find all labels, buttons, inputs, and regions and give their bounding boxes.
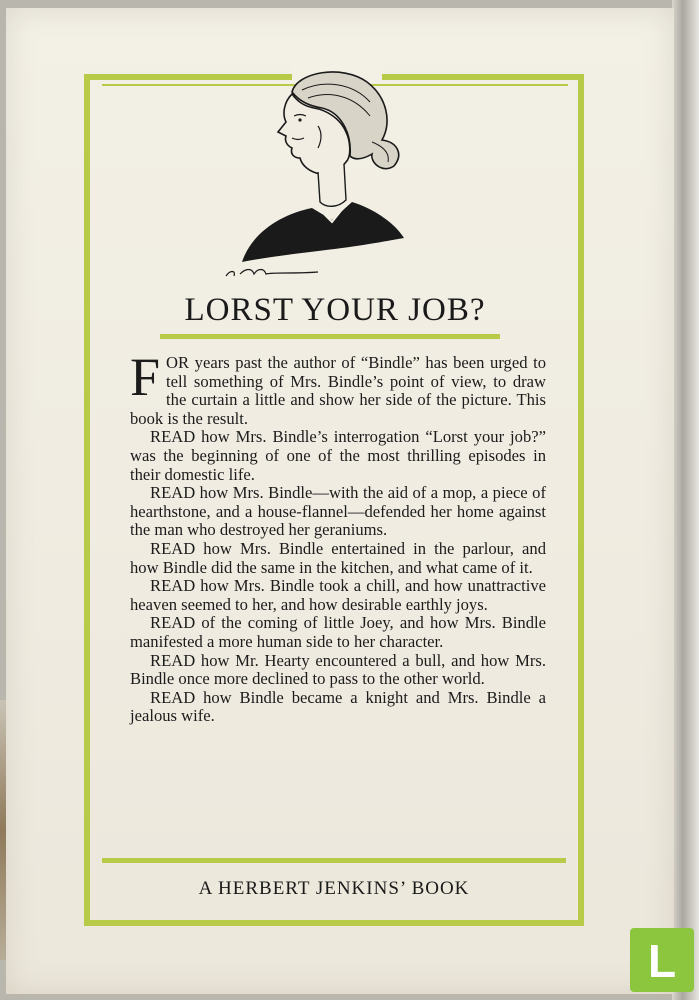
drop-cap: F — [130, 347, 161, 407]
blurb-text — [130, 347, 546, 726]
read-paragraph: READ of the coming of little Joey, and how Mrs. Bindle manifested a more human side to her character. — [130, 613, 546, 651]
portrait-illustration — [222, 62, 422, 284]
read-paragraph: READ how Mrs. Bindle took a chill, and how unattractive heaven seemed to her, and how desirable earthly joys. — [130, 576, 546, 614]
watermark-badge — [630, 928, 694, 992]
badge-letter: L — [647, 935, 677, 987]
intro-paragraph — [130, 347, 546, 428]
read-paragraph: READ how Mrs. Bindle—with the aid of a mop, a piece of hearthstone, and a house-flannel—defended her home against the man who destroyed her geraniums. — [130, 483, 546, 540]
spine-edge — [672, 0, 699, 1000]
read-paragraph: READ how Mrs. Bindle entertained in the parlour, and how Bindle did the same in the kitchen, and what came of it. — [130, 538, 546, 577]
read-paragraph: READ how Mr. Hearty encountered a bull, and how Mrs. Bindle once more declined to pass to the other world. — [130, 650, 546, 689]
intro-text: OR years past the author of “Bindle” has been urged to tell something of Mrs. Bindle’s point of view, to draw the curtain a little and show her side of the picture. This book is the result. — [130, 353, 546, 428]
read-paragraph: READ how Bindle became a knight and Mrs. Bindle a jealous wife. — [130, 687, 546, 726]
publisher-footer: A HERBERT JENKINS’ BOOK — [198, 878, 470, 899]
headline-underline — [160, 334, 500, 339]
read-paragraph: READ how Mrs. Bindle’s interrogation “Lorst your job?” was the beginning of one of the most thrilling episodes in their domestic life. — [130, 427, 546, 484]
headline: LORST YOUR JOB? — [184, 292, 486, 328]
